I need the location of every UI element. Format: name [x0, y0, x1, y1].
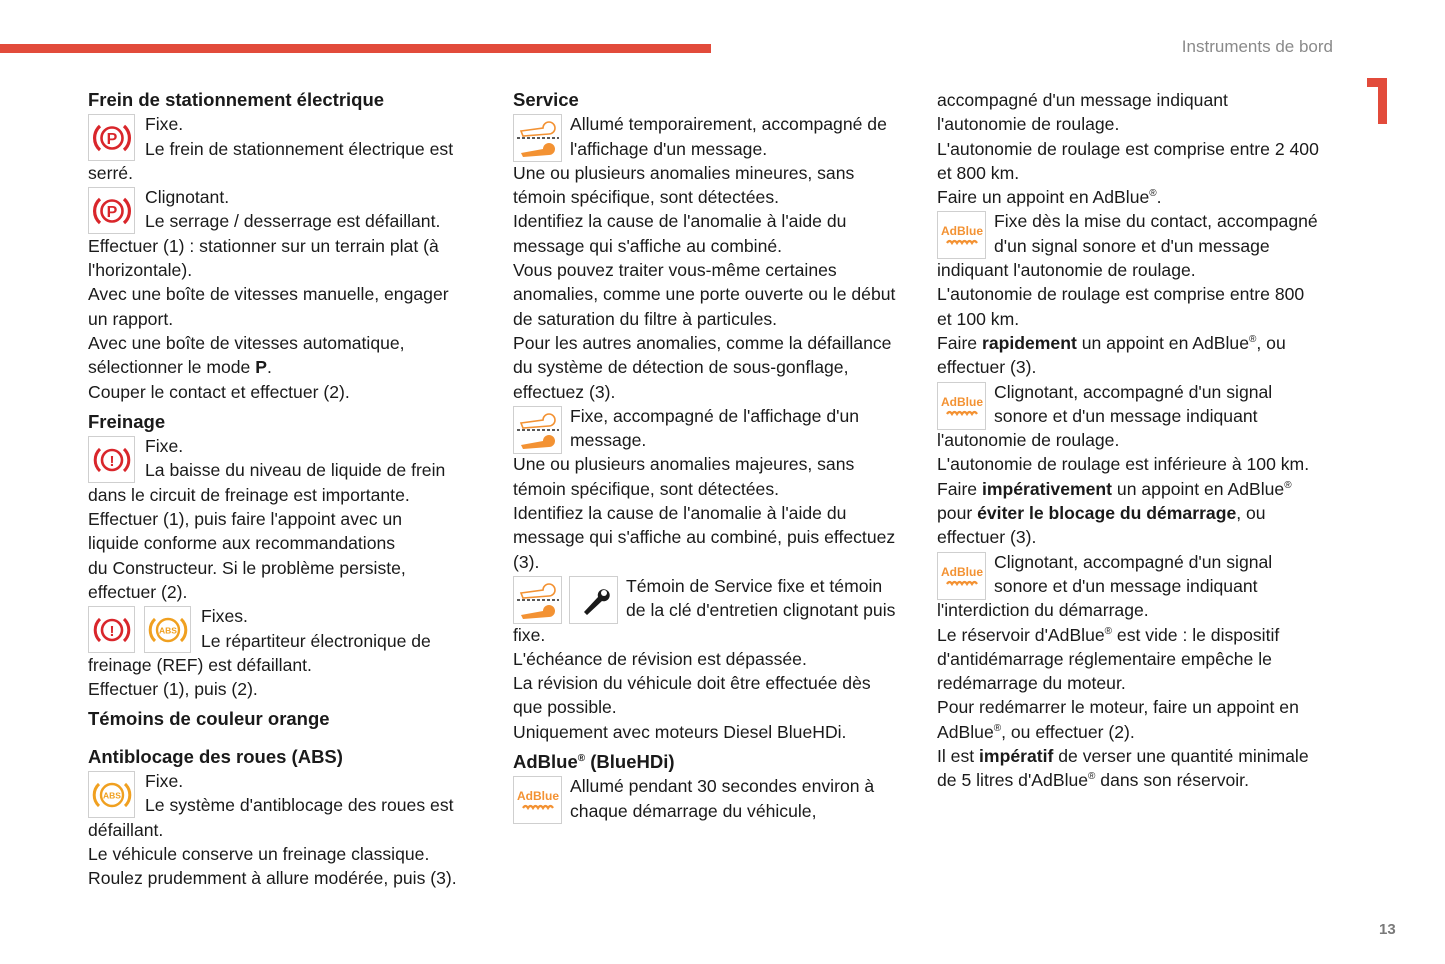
svg-text:!: !: [109, 452, 114, 470]
body-text: liquide conforme aux recommandations: [88, 533, 396, 554]
body-text: serré.: [88, 162, 133, 183]
body-text: Le serrage / desserrage est défaillant.: [145, 211, 441, 232]
abs-warning-icon: [88, 771, 135, 818]
body-text: que possible.: [513, 697, 617, 718]
body-text: pour éviter le blocage du démarrage, ou: [937, 503, 1266, 524]
body-text: L'échéance de révision est dépassée.: [513, 648, 807, 669]
svg-text:ABS: ABS: [102, 790, 121, 801]
abs-warning-icon: [144, 606, 191, 653]
body-text: Identifiez la cause de l'anomalie à l'aide du: [513, 211, 847, 232]
entry-adblue-blinking-range: [937, 380, 1337, 550]
body-text: d'un signal sonore et d'un message: [994, 235, 1270, 256]
body-text: Fixe dès la mise du contact, accompagné: [994, 211, 1318, 232]
body-text: La révision du véhicule doit être effectuée dès: [513, 673, 871, 694]
parking-brake-icon: [88, 187, 135, 234]
header-accent-bar: [0, 44, 711, 53]
body-text: Avec une boîte de vitesses manuelle, engager: [88, 284, 449, 305]
status-text: Fixe.: [145, 436, 184, 457]
column-1: [88, 88, 478, 891]
adblue-icon: [937, 211, 986, 259]
body-text: fixe.: [513, 624, 546, 645]
body-text: Pour les autres anomalies, comme la défaillance: [513, 332, 892, 353]
body-text: et 800 km.: [937, 162, 1020, 183]
body-text: Témoin de Service fixe et témoin: [626, 575, 883, 596]
brake-warning-icon: [88, 436, 135, 483]
body-text: accompagné d'un message indiquant: [937, 90, 1228, 110]
body-text: l'affichage d'un message.: [570, 138, 768, 159]
body-text: l'autonomie de roulage.: [937, 114, 1120, 135]
entry-parking-blinking: [88, 185, 478, 404]
body-text: L'autonomie de roulage est inférieure à 100 km.: [937, 454, 1310, 475]
body-text: Effectuer (1) : stationner sur un terrain plat (à: [88, 235, 439, 256]
body-text: effectuer (2).: [88, 581, 188, 602]
body-text: effectuer (3).: [937, 357, 1037, 378]
svg-text:P: P: [106, 203, 117, 221]
body-text: Le frein de stationnement électrique est: [145, 138, 454, 159]
body-text: Effectuer (1), puis faire l'appoint avec un: [88, 509, 403, 530]
adblue-icon: [513, 776, 562, 824]
body-text: L'autonomie de roulage est comprise entre 2 400: [937, 138, 1319, 159]
body-text: témoin spécifique, sont détectées.: [513, 187, 780, 208]
service-wrench-icon: [513, 406, 562, 454]
body-text: Allumé temporairement, accompagné de: [570, 114, 887, 135]
body-text: Effectuer (1), puis (2).: [88, 679, 258, 700]
body-text: sonore et d'un message indiquant: [994, 405, 1258, 426]
body-text: L'autonomie de roulage est comprise entre 800: [937, 284, 1305, 305]
entry-ref-fixed: [88, 604, 478, 701]
page-number: 13: [1379, 921, 1396, 938]
heading-braking: Freinage: [88, 410, 166, 432]
svg-text:AdBlue: AdBlue: [940, 224, 983, 239]
body-text: sonore et d'un message indiquant: [994, 575, 1258, 596]
body-text: Le répartiteur électronique de: [201, 630, 431, 651]
body-text: témoin spécifique, sont détectées.: [513, 478, 780, 499]
body-text: Identifiez la cause de l'anomalie à l'aide du: [513, 503, 847, 524]
body-text: Faire impérativement un appoint en AdBlue®: [937, 478, 1292, 499]
heading-adblue: AdBlue® (BlueHDi): [513, 751, 675, 773]
body-text: de la clé d'entretien clignotant puis: [626, 600, 896, 621]
status-text: Clignotant.: [145, 187, 230, 208]
body-text: Faire un appoint en AdBlue®.: [937, 187, 1162, 208]
maintenance-wrench-icon: [569, 576, 618, 624]
body-text: l'horizontale).: [88, 260, 193, 281]
body-text: et 100 km.: [937, 308, 1020, 329]
body-text: Une ou plusieurs anomalies majeures, sans: [513, 454, 855, 475]
body-text: Une ou plusieurs anomalies mineures, sans: [513, 162, 855, 183]
heading-service: Service: [513, 89, 579, 110]
entry-adblue-30s: [513, 774, 913, 823]
entry-adblue-fixed: [937, 209, 1337, 379]
body-text: Roulez prudemment à allure modérée, puis (3).: [88, 868, 457, 889]
heading-orange-warnings: Témoins de couleur orange: [88, 708, 330, 730]
body-text: Avec une boîte de vitesses automatique,: [88, 332, 405, 353]
body-text: l'interdiction du démarrage.: [937, 600, 1149, 621]
body-text: (3).: [513, 551, 540, 572]
service-wrench-icon: [513, 114, 562, 162]
heading-abs: Antiblocage des roues (ABS): [88, 745, 343, 767]
body-text: de saturation du filtre à particules.: [513, 308, 778, 329]
section-title: Instruments de bord: [1181, 37, 1333, 56]
body-text: message.: [570, 430, 647, 451]
entry-service-overdue: [513, 574, 913, 744]
body-text: anomalies, comme une porte ouverte ou le début: [513, 284, 896, 305]
body-text: effectuer (3).: [937, 527, 1037, 548]
body-text: Vous pouvez traiter vous-même certaines: [513, 260, 837, 281]
body-text: Uniquement avec moteurs Diesel BlueHDi.: [513, 721, 847, 742]
body-text: message qui s'affiche au combiné, puis effectuez: [513, 527, 896, 548]
body-text: La baisse du niveau de liquide de frein: [145, 460, 446, 481]
body-text: l'autonomie de roulage.: [937, 430, 1120, 451]
svg-text:AdBlue: AdBlue: [516, 789, 559, 804]
body-text: Le système d'antiblocage des roues est: [145, 795, 454, 816]
body-text: de 5 litres d'AdBlue® dans son réservoir.: [937, 770, 1249, 791]
entry-adblue-blinking-start-block: [937, 550, 1337, 793]
body-text: un rapport.: [88, 308, 174, 329]
body-text: redémarrage du moteur.: [937, 673, 1126, 694]
status-text: Fixe.: [145, 114, 184, 135]
svg-text:ABS: ABS: [158, 625, 177, 636]
entry-service-temporary: [513, 112, 913, 404]
body-text: Il est impératif de verser une quantité minimale: [937, 746, 1309, 767]
body-text: d'antidémarrage réglementaire empêche le: [937, 648, 1272, 669]
body-text: défaillant.: [88, 819, 164, 840]
body-text: chaque démarrage du véhicule,: [570, 800, 817, 821]
body-text: Clignotant, accompagné d'un signal: [994, 381, 1273, 402]
status-text: Fixe.: [145, 771, 184, 792]
body-text: Le véhicule conserve un freinage classique.: [88, 843, 430, 864]
body-text: dans le circuit de freinage est importante.: [88, 484, 410, 505]
body-text: Pour redémarrer le moteur, faire un appoint en: [937, 697, 1299, 718]
service-wrench-icon: [513, 576, 562, 624]
svg-text:AdBlue: AdBlue: [940, 564, 983, 579]
column-2: [513, 88, 913, 823]
body-text: sélectionner le mode P.: [88, 357, 272, 378]
svg-text:P: P: [106, 130, 117, 148]
svg-text:AdBlue: AdBlue: [940, 394, 983, 409]
parking-brake-icon: [88, 114, 135, 161]
entry-brake-fixed: [88, 434, 478, 604]
body-text: effectuez (3).: [513, 381, 616, 402]
body-text: message qui s'affiche au combiné.: [513, 235, 783, 256]
heading-electric-parking-brake: Frein de stationnement électrique: [88, 89, 385, 110]
body-text: Le réservoir d'AdBlue® est vide : le dispositif: [937, 624, 1280, 645]
body-text: Couper le contact et effectuer (2).: [88, 381, 350, 402]
body-text: Allumé pendant 30 secondes environ à: [570, 776, 875, 797]
entry-service-fixed: [513, 404, 913, 574]
body-text: freinage (REF) est défaillant.: [88, 654, 312, 675]
body-text: Clignotant, accompagné d'un signal: [994, 551, 1273, 572]
body-text: du Constructeur. Si le problème persiste,: [88, 557, 406, 578]
entry-abs-fixed: [88, 769, 478, 890]
entry-parking-fixed: [88, 112, 478, 185]
adblue-icon: [937, 382, 986, 430]
body-text: Fixe, accompagné de l'affichage d'un: [570, 405, 860, 426]
chapter-number: [1367, 78, 1389, 124]
brake-warning-icon: [88, 606, 135, 653]
status-text: Fixes.: [201, 606, 248, 627]
svg-text:!: !: [109, 622, 114, 640]
body-text: Faire rapidement un appoint en AdBlue®, ou: [937, 332, 1286, 353]
body-text: du système de détection de sous-gonflage,: [513, 357, 849, 378]
column-3: [937, 88, 1337, 793]
body-text: AdBlue®, ou effectuer (2).: [937, 721, 1135, 742]
body-text: indiquant l'autonomie de roulage.: [937, 260, 1196, 281]
adblue-icon: [937, 552, 986, 600]
